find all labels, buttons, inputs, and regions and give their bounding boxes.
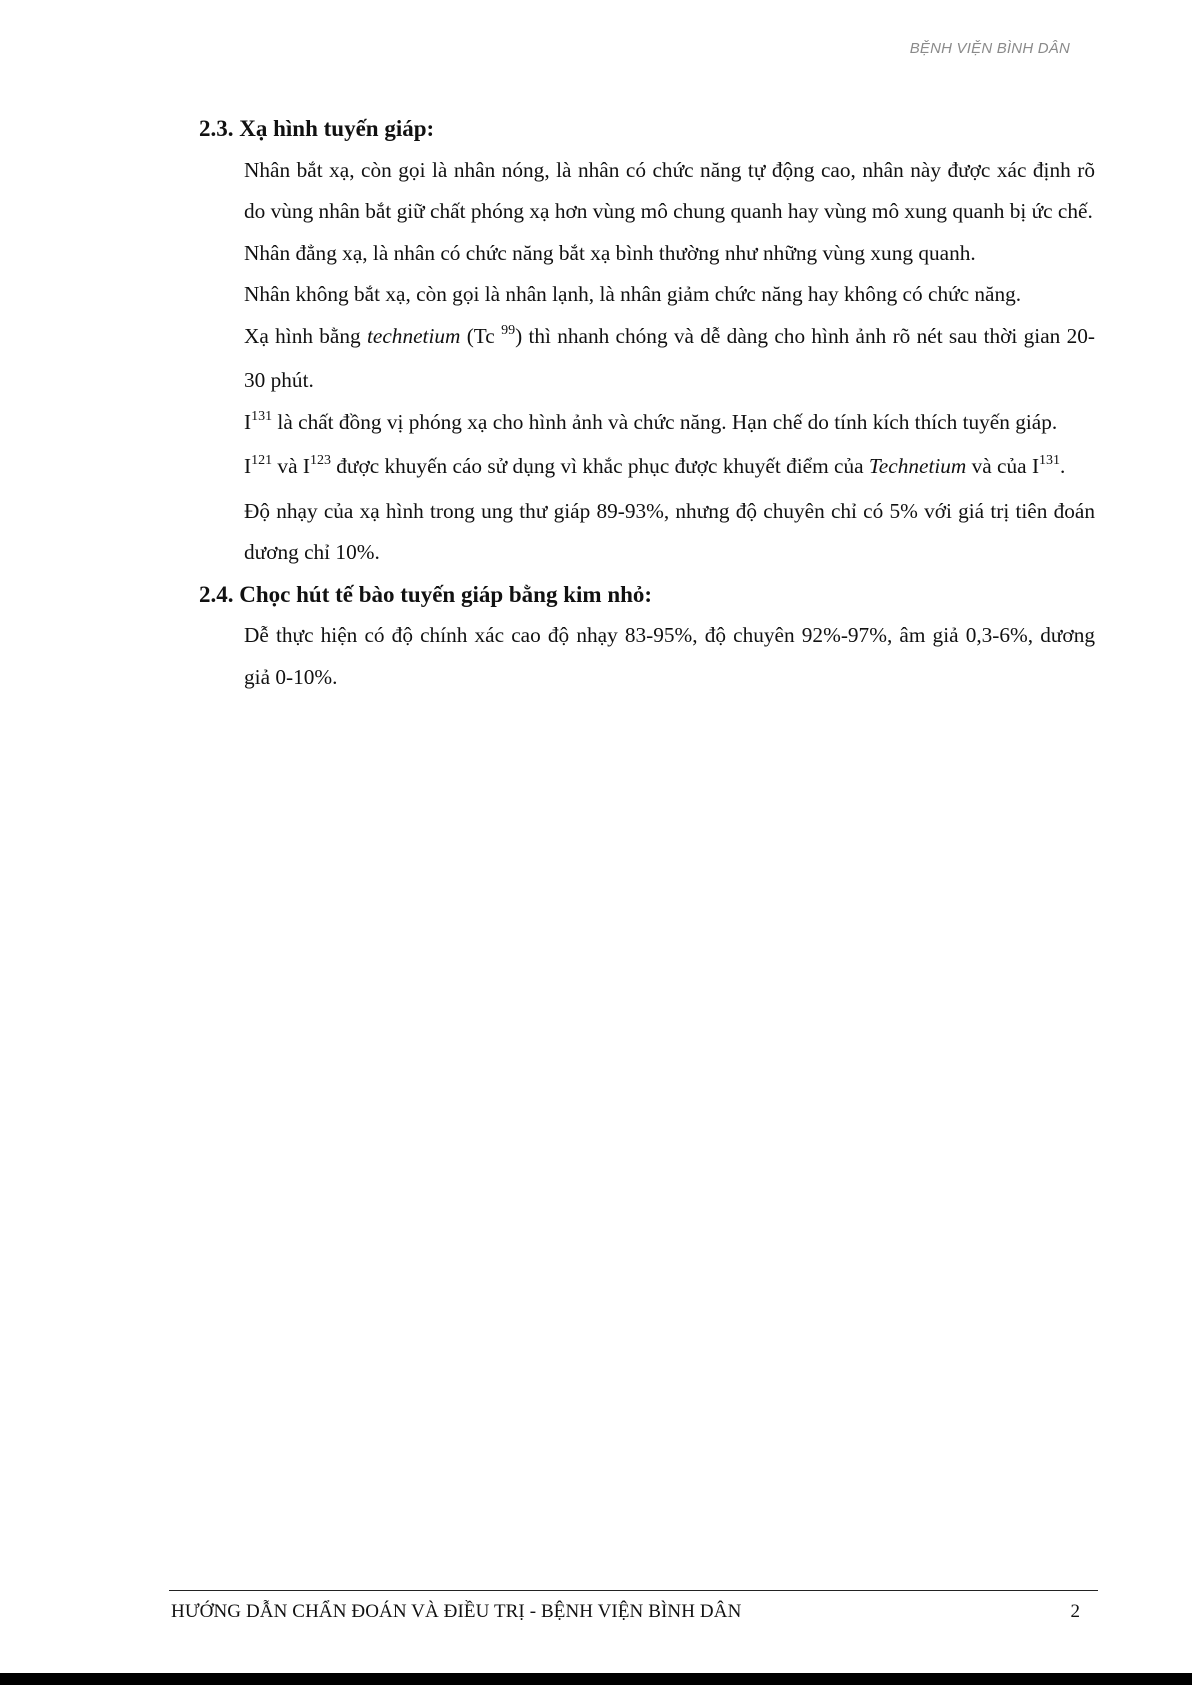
document-body xyxy=(199,108,1095,698)
section-heading-2-4: 2.4. Chọc hút tế bào tuyến giáp bằng kim nhỏ: xyxy=(199,581,653,607)
paragraph-technetium: Xạ hình bằng technetium (Tc $^{99}$) thì nhanh chóng và dễ dàng cho hình ảnh rõ nét sau thời gian 20-30 phút. xyxy=(244,322,1095,392)
page-number: 2 xyxy=(1070,1601,1080,1622)
paragraph-sensitivity: Độ nhạy của xạ hình trong ung thư giáp 89-93%, nhưng độ chuyên chỉ có 5% với giá trị tiên đoán dương chỉ 10%. xyxy=(244,498,1095,564)
paragraph-hot-nodule: Nhân bắt xạ, còn gọi là nhân nóng, là nhân có chức năng tự động cao, nhân này được xác định rõ do vùng nhân bắt giữ chất phóng xạ hơn vùng mô chung quanh hay vùng mô xung quanh bị ức chế. xyxy=(244,157,1095,223)
section-heading-2-3: 2.3. Xạ hình tuyến giáp: xyxy=(199,116,435,141)
header-hospital-name: BỆNH VIỆN BÌNH DÂN xyxy=(909,40,1070,57)
bottom-border xyxy=(0,1673,1192,1685)
paragraph-i131: $I^{131}$ là chất đồng vị phóng xạ cho hình ảnh và chức năng. Hạn chế do tính kích thích tuyến giáp. xyxy=(244,408,1058,434)
paragraph-i121-i123: $I^{121}$ và $I^{123}$ được khuyến cáo sử dụng vì khắc phục được khuyết điểm của Technetium và của $I^{131}$. xyxy=(244,453,1066,478)
footer-title: HƯỚNG DẪN CHẨN ĐOÁN VÀ ĐIỀU TRỊ - BỆNH VIỆN BÌNH DÂN xyxy=(171,1601,742,1622)
paragraph-fine-needle: Dễ thực hiện có độ chính xác cao độ nhạy 83-95%, độ chuyên 92%-97%, âm giả 0,3-6%, dương giả 0-10%. xyxy=(244,623,1095,689)
paragraph-cold-nodule: Nhân không bắt xạ, còn gọi là nhân lạnh, là nhân giảm chức năng hay không có chức năng. xyxy=(244,282,1022,306)
paragraph-isotropic-nodule: Nhân đẳng xạ, là nhân có chức năng bắt xạ bình thường như những vùng xung quanh. xyxy=(244,240,976,265)
page-footer xyxy=(169,1590,1098,1622)
